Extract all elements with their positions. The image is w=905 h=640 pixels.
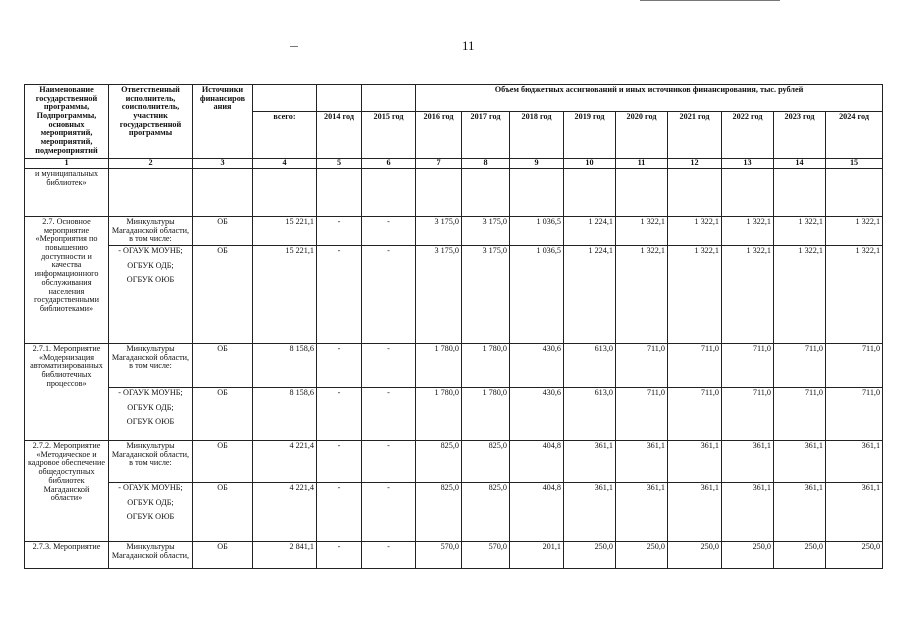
group-title-header: Объем бюджетных ассигнований и иных источников финансирования, тыс. рублей [416, 85, 883, 112]
value-cell: 711,0 [616, 344, 668, 388]
value-cell: 1 322,1 [722, 246, 774, 344]
column-number: 7 [416, 159, 462, 169]
value-cell: 250,0 [722, 542, 774, 569]
value-cell [317, 169, 362, 217]
value-cell: 15 221,1 [253, 246, 317, 344]
subexecutor-label: ОГБУК ОДБ; [127, 402, 174, 412]
value-cell: 361,1 [826, 483, 883, 542]
value-cell: 3 175,0 [462, 246, 510, 344]
empty-header-cell [317, 85, 362, 112]
row-executor: Минкультуры Магаданской области, в том числе: [109, 344, 193, 388]
value-cell: 250,0 [564, 542, 616, 569]
value-cell [774, 169, 826, 217]
value-cell: 825,0 [416, 441, 462, 483]
value-cell: 825,0 [462, 441, 510, 483]
value-cell: 1 224,1 [564, 217, 616, 246]
value-cell: - [362, 344, 416, 388]
subexecutor-label: ОГБУК ОЮБ [126, 512, 175, 522]
value-cell: 711,0 [774, 344, 826, 388]
column-number: 10 [564, 159, 616, 169]
value-cell: 1 036,5 [510, 246, 564, 344]
row-executor: Минкультуры Магаданской области, в том числе: [109, 217, 193, 246]
value-cell: 2 841,1 [253, 542, 317, 569]
column-number: 3 [193, 159, 253, 169]
value-cell: 711,0 [774, 388, 826, 441]
value-cell: 361,1 [774, 483, 826, 542]
row-name: 2.7.3. Мероприятие [25, 542, 109, 569]
column-number: 2 [109, 159, 193, 169]
year-header: 2024 год [826, 112, 883, 159]
year-header: 2017 год [462, 112, 510, 159]
value-cell: 711,0 [668, 344, 722, 388]
column-number: 4 [253, 159, 317, 169]
value-cell: 3 175,0 [416, 217, 462, 246]
value-cell: - [362, 217, 416, 246]
row-source: ОБ [193, 246, 253, 344]
value-cell: 613,0 [564, 344, 616, 388]
value-cell: 250,0 [616, 542, 668, 569]
value-cell: 711,0 [722, 344, 774, 388]
table-subrow [25, 246, 883, 344]
value-cell: 361,1 [722, 441, 774, 483]
value-cell: - [362, 542, 416, 569]
col-name-header: Наименование государственной программы, Подпрограммы, основных мероприятий, мероприятий, подмероприятий [25, 85, 109, 159]
value-cell: 201,1 [510, 542, 564, 569]
row-source: ОБ [193, 388, 253, 441]
table-subrow [25, 388, 883, 441]
value-cell: 711,0 [826, 388, 883, 441]
year-header: 2016 год [416, 112, 462, 159]
value-cell: 361,1 [668, 483, 722, 542]
scan-mark [640, 0, 780, 1]
value-cell: 3 175,0 [462, 217, 510, 246]
value-cell [722, 169, 774, 217]
value-cell: 250,0 [668, 542, 722, 569]
value-cell: - [362, 441, 416, 483]
value-cell: 361,1 [564, 441, 616, 483]
column-number: 8 [462, 159, 510, 169]
value-cell: 15 221,1 [253, 217, 317, 246]
value-cell: 1 224,1 [564, 246, 616, 344]
subexecutor-label: ОГБУК ОЮБ [126, 417, 175, 427]
col-source-header: Источники финансиров ания [193, 85, 253, 159]
value-cell: 361,1 [616, 483, 668, 542]
year-header: 2018 год [510, 112, 564, 159]
scan-mark [290, 46, 298, 47]
value-cell [510, 169, 564, 217]
value-cell: 361,1 [722, 483, 774, 542]
value-cell: 1 322,1 [774, 246, 826, 344]
row-executor: Минкультуры Магаданской области, [109, 542, 193, 569]
row-source: ОБ [193, 483, 253, 542]
value-cell [668, 169, 722, 217]
subexecutor-label: ОГБУК ОДБ; [127, 260, 174, 270]
value-cell: - [317, 344, 362, 388]
row-source: ОБ [193, 344, 253, 388]
table-row [25, 217, 883, 246]
empty-header-cell [253, 85, 317, 112]
value-cell [462, 169, 510, 217]
value-cell: 3 175,0 [416, 246, 462, 344]
value-cell: 361,1 [826, 441, 883, 483]
value-cell [253, 169, 317, 217]
value-cell: 1 322,1 [668, 217, 722, 246]
value-cell: 1 780,0 [462, 388, 510, 441]
value-cell: 1 322,1 [774, 217, 826, 246]
year-header: 2023 год [774, 112, 826, 159]
subexecutor-label: - ОГАУК МОУНБ; [118, 246, 183, 256]
value-cell: 4 221,4 [253, 441, 317, 483]
value-cell: - [317, 246, 362, 344]
value-cell: 250,0 [774, 542, 826, 569]
value-cell: 404,8 [510, 483, 564, 542]
column-number: 5 [317, 159, 362, 169]
value-cell: - [317, 388, 362, 441]
table-row [25, 542, 883, 569]
value-cell: - [317, 483, 362, 542]
year-header: 2015 год [362, 112, 416, 159]
row-subexecutors [109, 483, 193, 542]
value-cell: - [362, 246, 416, 344]
year-header: 2022 год [722, 112, 774, 159]
page-number: 11 [462, 38, 475, 53]
subexecutor-label: ОГБУК ОЮБ [126, 275, 175, 285]
value-cell: - [362, 483, 416, 542]
value-cell: 361,1 [564, 483, 616, 542]
value-cell [362, 169, 416, 217]
subexecutor-label: - ОГАУК МОУНБ; [118, 388, 183, 398]
value-cell: - [317, 441, 362, 483]
value-cell [616, 169, 668, 217]
value-cell [826, 169, 883, 217]
value-cell: 570,0 [462, 542, 510, 569]
row-source: ОБ [193, 542, 253, 569]
row-name: 2.7.2. Мероприятие «Методическое и кадровое обеспечение общедоступных библиотек Магаданской области» [25, 441, 109, 542]
value-cell: 711,0 [826, 344, 883, 388]
value-cell: 1 036,5 [510, 217, 564, 246]
value-cell: 1 322,1 [826, 246, 883, 344]
value-cell: 570,0 [416, 542, 462, 569]
value-cell: 1 322,1 [616, 246, 668, 344]
col-exec-header: Ответственный исполнитель, соисполнитель, участник государственной программы [109, 85, 193, 159]
value-cell: 4 221,4 [253, 483, 317, 542]
row-subexecutors [109, 246, 193, 344]
column-number: 13 [722, 159, 774, 169]
table-row [25, 169, 883, 217]
year-header: 2021 год [668, 112, 722, 159]
value-cell [564, 169, 616, 217]
column-number: 6 [362, 159, 416, 169]
value-cell: 711,0 [616, 388, 668, 441]
value-cell: 1 322,1 [826, 217, 883, 246]
header-row-top [25, 85, 883, 112]
value-cell: 361,1 [616, 441, 668, 483]
year-header: 2019 год [564, 112, 616, 159]
value-cell: - [317, 217, 362, 246]
value-cell: 711,0 [722, 388, 774, 441]
row-name: 2.7.1. Мероприятие «Модернизация автоматизированных библиотечных процессов» [25, 344, 109, 441]
value-cell: 8 158,6 [253, 344, 317, 388]
table-subrow [25, 483, 883, 542]
row-name: 2.7. Основное мероприятие «Мероприятия по повышению доступности и качества информационного обслуживания населения государственными библиотеками» [25, 217, 109, 344]
value-cell: - [317, 542, 362, 569]
value-cell: 404,8 [510, 441, 564, 483]
column-number: 15 [826, 159, 883, 169]
year-header: 2014 год [317, 112, 362, 159]
empty-header-cell [362, 85, 416, 112]
budget-table [24, 84, 883, 569]
column-number-row [25, 159, 883, 169]
value-cell: 613,0 [564, 388, 616, 441]
value-cell: 430,6 [510, 388, 564, 441]
value-cell: 430,6 [510, 344, 564, 388]
value-cell: 1 322,1 [722, 217, 774, 246]
value-cell: 8 158,6 [253, 388, 317, 441]
value-cell: 1 780,0 [416, 344, 462, 388]
row-subexecutors [109, 388, 193, 441]
value-cell: 361,1 [774, 441, 826, 483]
value-cell: 1 322,1 [616, 217, 668, 246]
value-cell: 250,0 [826, 542, 883, 569]
column-number: 11 [616, 159, 668, 169]
value-cell: 825,0 [416, 483, 462, 542]
value-cell [416, 169, 462, 217]
table-row [25, 344, 883, 388]
row-executor [109, 169, 193, 217]
value-cell: 711,0 [668, 388, 722, 441]
value-cell: 1 322,1 [668, 246, 722, 344]
column-number: 12 [668, 159, 722, 169]
value-cell: - [362, 388, 416, 441]
year-header: 2020 год [616, 112, 668, 159]
value-cell: 1 780,0 [416, 388, 462, 441]
column-number: 14 [774, 159, 826, 169]
subexecutor-label: - ОГАУК МОУНБ; [118, 483, 183, 493]
row-name: и муниципальных библиотек» [25, 169, 109, 217]
table-row [25, 441, 883, 483]
row-source: ОБ [193, 441, 253, 483]
row-source [193, 169, 253, 217]
value-cell: 825,0 [462, 483, 510, 542]
subexecutor-label: ОГБУК ОДБ; [127, 497, 174, 507]
year-header: всего: [253, 112, 317, 159]
value-cell: 1 780,0 [462, 344, 510, 388]
value-cell: 361,1 [668, 441, 722, 483]
row-source: ОБ [193, 217, 253, 246]
column-number: 9 [510, 159, 564, 169]
row-executor: Минкультуры Магаданской области, в том числе: [109, 441, 193, 483]
column-number: 1 [25, 159, 109, 169]
